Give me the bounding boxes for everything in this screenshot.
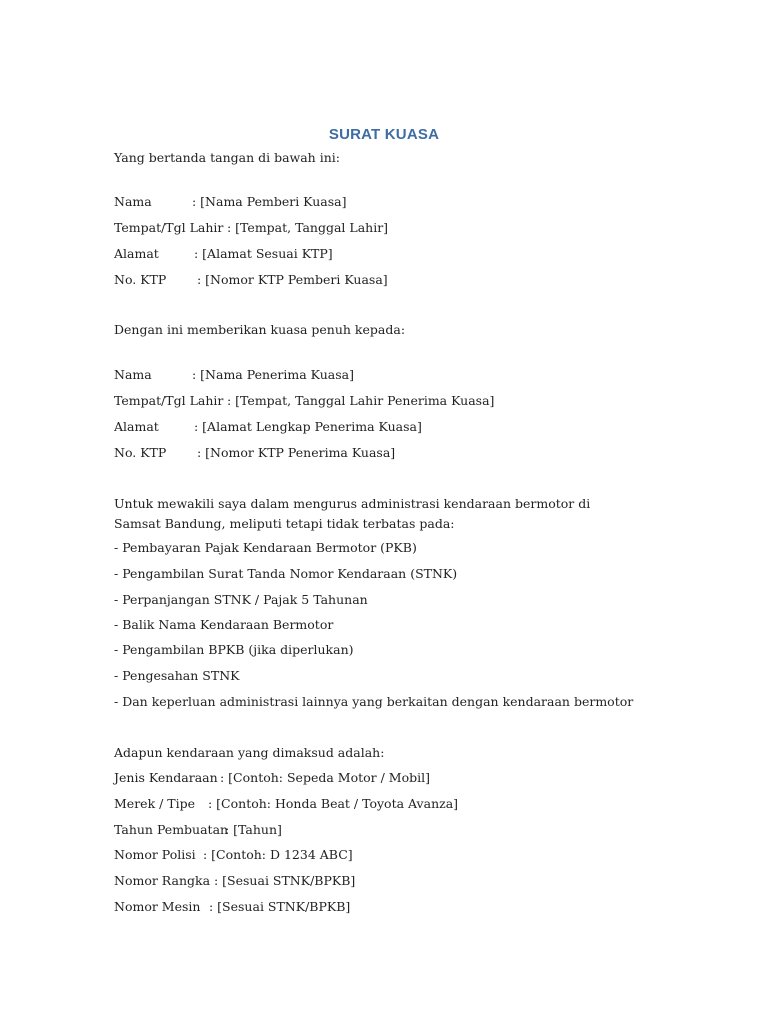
document-page — [114, 0, 714, 1024]
receiver-ttl-value: : [Tempat, Tanggal Lahir Penerima Kuasa] — [227, 393, 495, 408]
task-item: - Pengambilan BPKB (jika diperlukan) — [114, 642, 354, 657]
vehicle-rangka-label: Nomor Rangka — [114, 873, 211, 888]
receiver-nama-row — [114, 365, 354, 385]
vehicle-jenis-label: Jenis Kendaraan — [114, 770, 218, 785]
vehicle-jenis-value: : [Contoh: Sepeda Motor / Mobil] — [220, 770, 430, 785]
vehicle-polisi-value: : [Contoh: D 1234 ABC] — [203, 847, 353, 862]
task-item: - Pengesahan STNK — [114, 668, 240, 683]
vehicle-rangka-value: : [Sesuai STNK/BPKB] — [214, 873, 356, 888]
task-item: - Perpanjangan STNK / Pajak 5 Tahunan — [114, 592, 368, 607]
giver-alamat-label: Alamat — [114, 246, 159, 261]
giver-ktp-label: No. KTP — [114, 272, 167, 287]
intro-text: Yang bertanda tangan di bawah ini: — [114, 150, 340, 165]
giver-ktp-value: : [Nomor KTP Pemberi Kuasa] — [197, 272, 388, 287]
receiver-ktp-value: : [Nomor KTP Penerima Kuasa] — [197, 445, 396, 460]
giver-alamat-value: : [Alamat Sesuai KTP] — [194, 246, 333, 261]
giver-nama-row — [114, 192, 347, 212]
giver-nama-value: : [Nama Pemberi Kuasa] — [192, 194, 347, 209]
receiver-alamat-label: Alamat — [114, 419, 159, 434]
giver-nama-label: Nama — [114, 194, 152, 209]
receiver-nama-label: Nama — [114, 367, 152, 382]
vehicle-merek-value: : [Contoh: Honda Beat / Toyota Avanza] — [208, 796, 459, 811]
vehicle-jenis-row — [114, 768, 430, 788]
vehicle-polisi-row — [114, 845, 353, 865]
task-item: - Dan keperluan administrasi lainnya yang berkaitan dengan kendaraan bermotor — [114, 694, 634, 709]
vehicle-rangka-row — [114, 871, 355, 891]
receiver-ttl-row — [114, 391, 494, 411]
task-item: - Pembayaran Pajak Kendaraan Bermotor (PKB) — [114, 540, 417, 555]
vehicle-tahun-row — [114, 820, 282, 840]
vehicle-intro-text: Adapun kendaraan yang dimaksud adalah: — [114, 745, 385, 760]
vehicle-merek-row — [114, 794, 458, 814]
giver-alamat-row — [114, 244, 333, 264]
task-item: - Balik Nama Kendaraan Bermotor — [114, 617, 334, 632]
giver-ttl-value: : [Tempat, Tanggal Lahir] — [227, 220, 389, 235]
vehicle-mesin-value: : [Sesuai STNK/BPKB] — [209, 899, 351, 914]
receiver-alamat-row — [114, 417, 422, 437]
grant-text: Dengan ini memberikan kuasa penuh kepada: — [114, 322, 406, 337]
giver-ktp-row — [114, 270, 388, 290]
receiver-ktp-row — [114, 443, 395, 463]
vehicle-tahun-label: Tahun Pembuatan — [114, 822, 229, 837]
receiver-alamat-value: : [Alamat Lengkap Penerima Kuasa] — [194, 419, 422, 434]
receiver-ttl-label: Tempat/Tgl Lahir — [114, 393, 224, 408]
giver-ttl-label: Tempat/Tgl Lahir — [114, 220, 224, 235]
receiver-nama-value: : [Nama Penerima Kuasa] — [192, 367, 354, 382]
vehicle-polisi-label: Nomor Polisi — [114, 847, 196, 862]
giver-ttl-row — [114, 218, 388, 238]
vehicle-merek-label: Merek / Tipe — [114, 796, 196, 811]
vehicle-mesin-label: Nomor Mesin — [114, 899, 201, 914]
task-item: - Pengambilan Surat Tanda Nomor Kendaraan (STNK) — [114, 566, 458, 581]
receiver-ktp-label: No. KTP — [114, 445, 167, 460]
document-title: SURAT KUASA — [328, 126, 440, 143]
purpose-text: Untuk mewakili saya dalam mengurus administrasi kendaraan bermotor di Samsat Bandung, meliputi tetapi tidak terbatas pada: — [114, 496, 591, 531]
vehicle-mesin-row — [114, 897, 350, 917]
vehicle-tahun-value: : [Tahun] — [225, 822, 282, 837]
